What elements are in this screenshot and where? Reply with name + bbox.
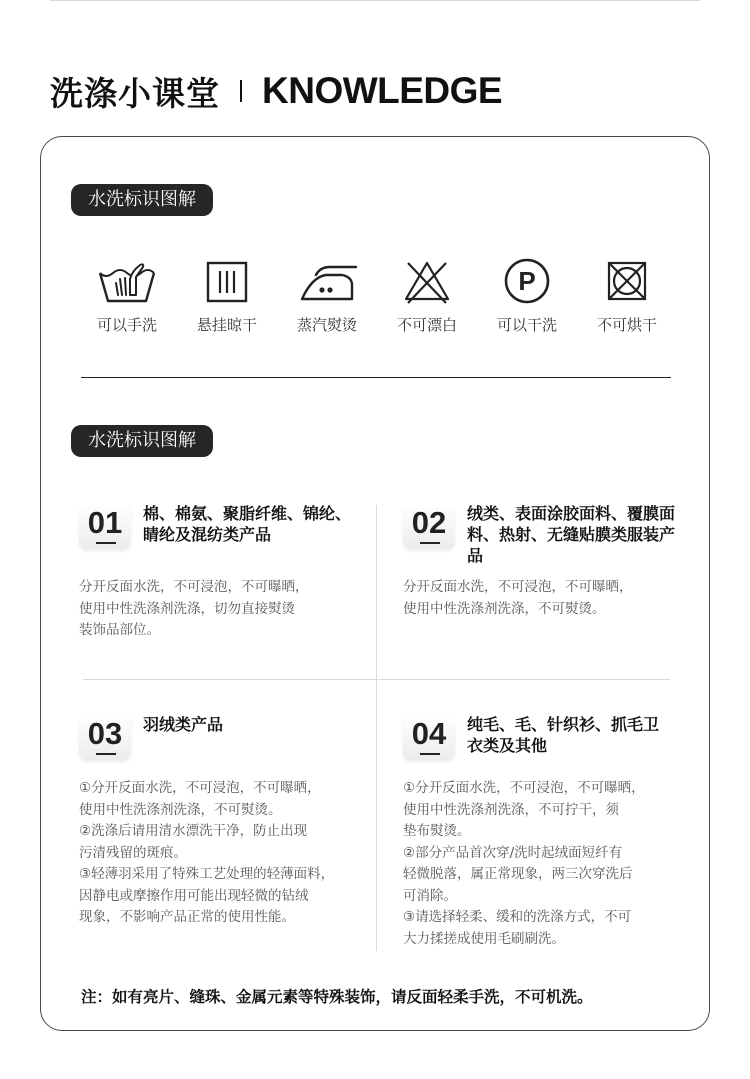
no-bleach-icon (396, 257, 458, 305)
description-line: 使用中性洗涤剂洗涤，不可熨烫。 (79, 801, 282, 818)
description-line: ③轻薄羽采用了特殊工艺处理的轻薄面料， (79, 866, 335, 882)
dry-clean-p-icon (496, 257, 558, 305)
item-number-badge (79, 503, 131, 549)
svg-text:P: P (518, 266, 536, 296)
top-divider (50, 0, 700, 1)
line-dry-icon (196, 257, 258, 305)
item-number: 04 (411, 716, 447, 751)
description-line: ②部分产品首次穿/洗时起绒面短纤有 (403, 844, 623, 861)
care-symbol-no-bleach (377, 257, 477, 335)
item-title: 纯毛、毛、针织衫、抓毛卫衣类及其他 (467, 715, 660, 755)
steam-iron-icon (296, 257, 358, 305)
section-pill-symbols: 水洗标识图解 (71, 184, 213, 216)
description-line: 轻微脱落，属正常现象，两三次穿洗后 (403, 866, 633, 882)
item-description (403, 778, 693, 950)
description-line: 因静电或摩擦作用可能出现轻微的钻绒 (79, 887, 309, 904)
description-line: 装饰品部位。 (79, 622, 160, 638)
description-line: 使用中性洗涤剂洗涤，不可拧干，须 (403, 801, 619, 818)
hand-wash-icon (96, 257, 158, 305)
description-line: ②洗涤后请用清水漂洗干净，防止出现 (79, 823, 308, 839)
description-line: 现象，不影响产品正常的使用性能。 (79, 909, 295, 925)
care-symbol-row (77, 257, 677, 335)
item-description (79, 778, 369, 929)
item-number-badge (79, 714, 131, 760)
page-title-en: KNOWLEDGE (262, 70, 503, 111)
footer-note: 注：如有亮片、缝珠、金属元素等特殊装饰，请反面轻柔手洗，不可机洗。 (81, 988, 593, 1006)
care-symbol-label: 不可烘干 (596, 316, 657, 334)
care-symbol-label: 不可漂白 (396, 316, 457, 334)
grid-vertical-divider (376, 505, 377, 951)
grid-horizontal-divider (83, 679, 670, 680)
description-line: 大力揉搓成使用毛刷刷洗。 (403, 930, 565, 947)
description-line: 分开反面水洗，不可浸泡，不可曝晒， (79, 579, 309, 595)
description-line: 分开反面水洗，不可浸泡，不可曝晒， (403, 579, 633, 595)
care-symbol-hand-wash (77, 257, 177, 335)
description-line: ③请选择轻柔、缓和的洗涤方式，不可 (403, 909, 632, 925)
item-number: 02 (411, 505, 447, 540)
care-symbol-label: 蒸汽熨烫 (296, 316, 357, 334)
care-symbol-label: 可以手洗 (96, 316, 157, 334)
item-title: 棉、棉氨、聚脂纤维、锦纶、睛纶及混纺类产品 (143, 504, 352, 544)
care-symbol-steam-iron (277, 257, 377, 335)
description-line: 使用中性洗涤剂洗涤，切勿直接熨烫 (79, 600, 295, 617)
description-line: 使用中性洗涤剂洗涤，不可熨烫。 (403, 600, 606, 617)
description-line: ①分开反面水洗，不可浸泡，不可曝晒， (79, 780, 321, 796)
item-number: 01 (87, 505, 123, 540)
title-separator (240, 80, 242, 102)
care-symbol-line-dry (177, 257, 277, 335)
page-header (50, 68, 502, 114)
item-title: 羽绒类产品 (143, 715, 224, 734)
description-line: 可消除。 (403, 887, 457, 904)
description-line: ①分开反面水洗，不可浸泡，不可曝晒， (403, 780, 645, 796)
care-symbol-label: 悬挂晾干 (196, 316, 257, 334)
item-number-badge (403, 714, 455, 760)
item-number-badge (403, 503, 455, 549)
description-line: 污清残留的斑痕。 (79, 844, 187, 861)
item-description (79, 577, 369, 642)
description-line: 垫布熨烫。 (403, 823, 471, 839)
no-tumble-dry-icon (596, 257, 658, 305)
care-symbol-no-tumble-dry (577, 257, 677, 335)
item-description (403, 577, 693, 620)
care-symbol-dry-clean (477, 257, 577, 335)
care-card (40, 136, 710, 1031)
section-divider (81, 377, 671, 378)
care-symbol-label: 可以干洗 (496, 316, 557, 334)
page-title-cn: 洗涤小课堂 (50, 73, 220, 113)
section-pill-instructions: 水洗标识图解 (71, 425, 213, 457)
item-number: 03 (87, 716, 123, 751)
item-title: 绒类、表面涂胶面料、覆膜面料、热射、无缝贴膜类服装产品 (467, 504, 676, 565)
